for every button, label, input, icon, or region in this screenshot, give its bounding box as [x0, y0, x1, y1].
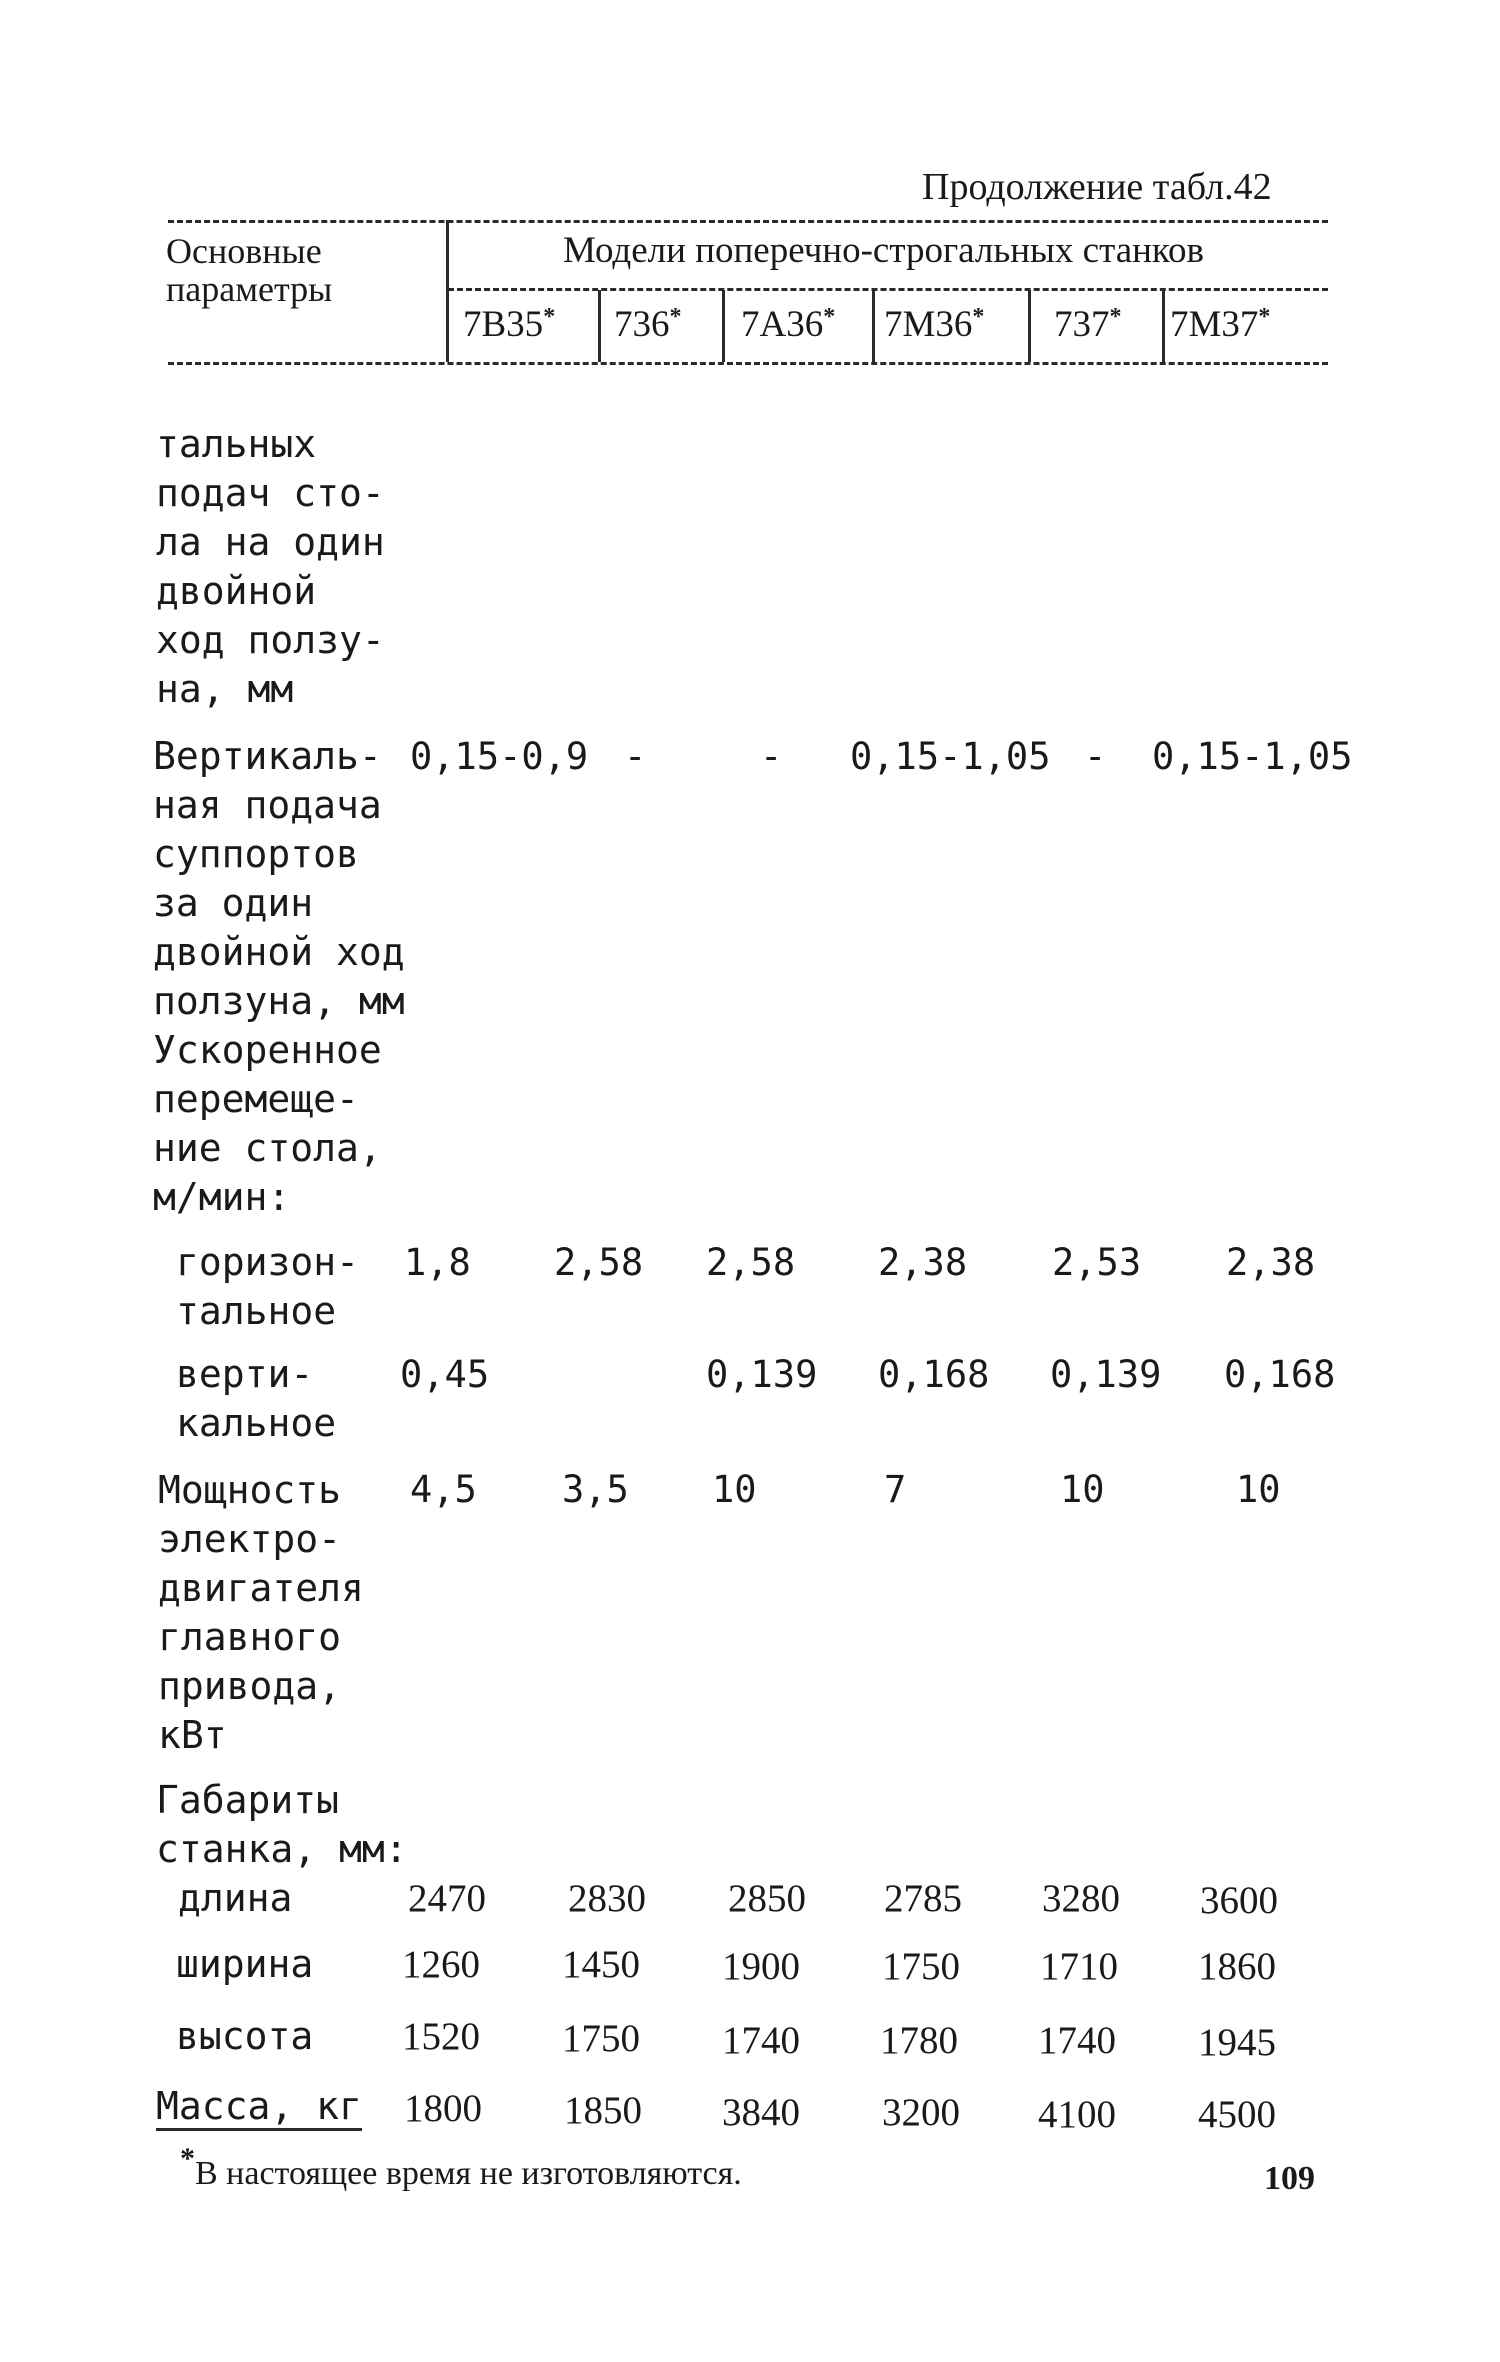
table-cell: 2470: [408, 1877, 486, 1920]
table-cell: 1520: [402, 2015, 480, 2058]
header-param-label: Основные параметры: [166, 231, 333, 309]
table-cell: 1860: [1198, 1945, 1276, 1988]
table-cell: 4100: [1038, 2093, 1116, 2136]
table-cell: 1900: [722, 1945, 800, 1988]
table-cell: 0,139: [1050, 1353, 1162, 1396]
table-cell: 1260: [402, 1943, 480, 1986]
row-label: тальных подач сто- ла на один двойной ход ползу- на, мм: [156, 422, 385, 711]
header-model: [884, 303, 984, 346]
page-number: 109: [1264, 2160, 1315, 2197]
table-cell: 1945: [1198, 2021, 1276, 2064]
header-divider: [446, 220, 449, 362]
table-cell: 2,58: [554, 1241, 644, 1284]
header-mid-rule: [448, 288, 1328, 291]
model-name: 737: [1054, 304, 1110, 345]
table-cell: 0,45: [400, 1353, 490, 1396]
table-cell: 0,139: [706, 1353, 818, 1396]
table-cell: 0,15-1,05: [850, 735, 1051, 778]
header-top-rule: [168, 220, 1328, 223]
model-name: 7М37: [1170, 304, 1259, 345]
model-name: 7А36: [741, 304, 824, 345]
table-cell: 0,15-0,9: [410, 735, 589, 778]
header-model: [614, 303, 682, 346]
table-cell: -: [760, 735, 783, 778]
row-label: Габариты станка, мм:: [156, 1778, 408, 1871]
row-label: высота: [176, 2014, 314, 2058]
table-cell: 3280: [1042, 1877, 1120, 1920]
table-cell: 4,5: [410, 1468, 477, 1511]
model-name: 7М36: [884, 304, 973, 345]
header-model: [1054, 303, 1122, 346]
header-model: [1170, 303, 1270, 346]
model-divider: [598, 290, 601, 362]
model-divider: [1028, 290, 1031, 362]
header-models-group: Модели поперечно-строгальных станков: [563, 230, 1204, 271]
row-label: Ускоренное перемеще- ние стола, м/мин:: [153, 1028, 382, 1219]
table-cell: 7: [884, 1468, 907, 1511]
mass-label: Масса, кг: [156, 2084, 362, 2131]
table-cell: 10: [1060, 1468, 1105, 1511]
row-label: верти- кальное: [176, 1352, 337, 1445]
footnote-text: В настоящее время не изготовляются.: [195, 2155, 742, 2192]
row-label: Вертикаль- ная подача суппортов за один двойной ход ползуна, мм: [153, 734, 405, 1023]
row-label: горизон- тальное: [176, 1240, 360, 1333]
table-cell: 2,53: [1052, 1241, 1142, 1284]
asterisk-mark: *: [1258, 304, 1271, 330]
table-cell: 1750: [882, 1945, 960, 1988]
table-cell: 1740: [1038, 2019, 1116, 2062]
table-cell: 0,168: [878, 1353, 990, 1396]
asterisk-mark: *: [669, 304, 682, 330]
header-model: [741, 303, 835, 346]
table-cell: 2,38: [1226, 1241, 1316, 1284]
model-divider: [722, 290, 725, 362]
table-cell: 2785: [884, 1877, 962, 1920]
model-divider: [1162, 290, 1165, 362]
model-divider: [872, 290, 875, 362]
table-cell: 10: [1236, 1468, 1281, 1511]
table-cell: 1850: [564, 2089, 642, 2132]
table-cell: -: [624, 735, 647, 778]
table-cell: 2,38: [878, 1241, 968, 1284]
asterisk-mark: *: [972, 304, 985, 330]
table-cell: 0,15-1,05: [1152, 735, 1353, 778]
model-name: 736: [614, 304, 670, 345]
table-cell: 4500: [1198, 2093, 1276, 2136]
table-cell: 3200: [882, 2091, 960, 2134]
footnote: [180, 2142, 742, 2193]
row-label: [156, 2084, 362, 2128]
header-model: [463, 303, 555, 346]
table-cell: 10: [712, 1468, 757, 1511]
table-caption: Продолжение табл.42: [922, 166, 1272, 208]
row-label: Мощность электро- двигателя главного привода, кВт: [158, 1468, 364, 1757]
table-cell: 0,168: [1224, 1353, 1336, 1396]
table-cell: 1710: [1040, 1945, 1118, 1988]
model-name: 7В35: [463, 304, 544, 345]
row-label: ширина: [176, 1942, 314, 1986]
table-cell: 3,5: [562, 1468, 629, 1511]
table-cell: 2830: [568, 1877, 646, 1920]
header-bottom-rule: [168, 362, 1328, 365]
table-cell: 3600: [1200, 1879, 1278, 1922]
asterisk-mark: *: [823, 304, 836, 330]
table-cell: 1,8: [404, 1241, 471, 1284]
table-cell: 3840: [722, 2091, 800, 2134]
table-cell: 1450: [562, 1943, 640, 1986]
table-cell: 1740: [722, 2019, 800, 2062]
table-cell: 2,58: [706, 1241, 796, 1284]
asterisk-mark: *: [180, 2142, 195, 2175]
asterisk-mark: *: [1109, 304, 1122, 330]
row-label: длина: [178, 1876, 293, 1920]
asterisk-mark: *: [543, 304, 556, 330]
table-cell: 2850: [728, 1877, 806, 1920]
table-cell: 1750: [562, 2017, 640, 2060]
table-cell: 1780: [880, 2019, 958, 2062]
table-cell: 1800: [404, 2087, 482, 2130]
table-cell: -: [1084, 735, 1107, 778]
